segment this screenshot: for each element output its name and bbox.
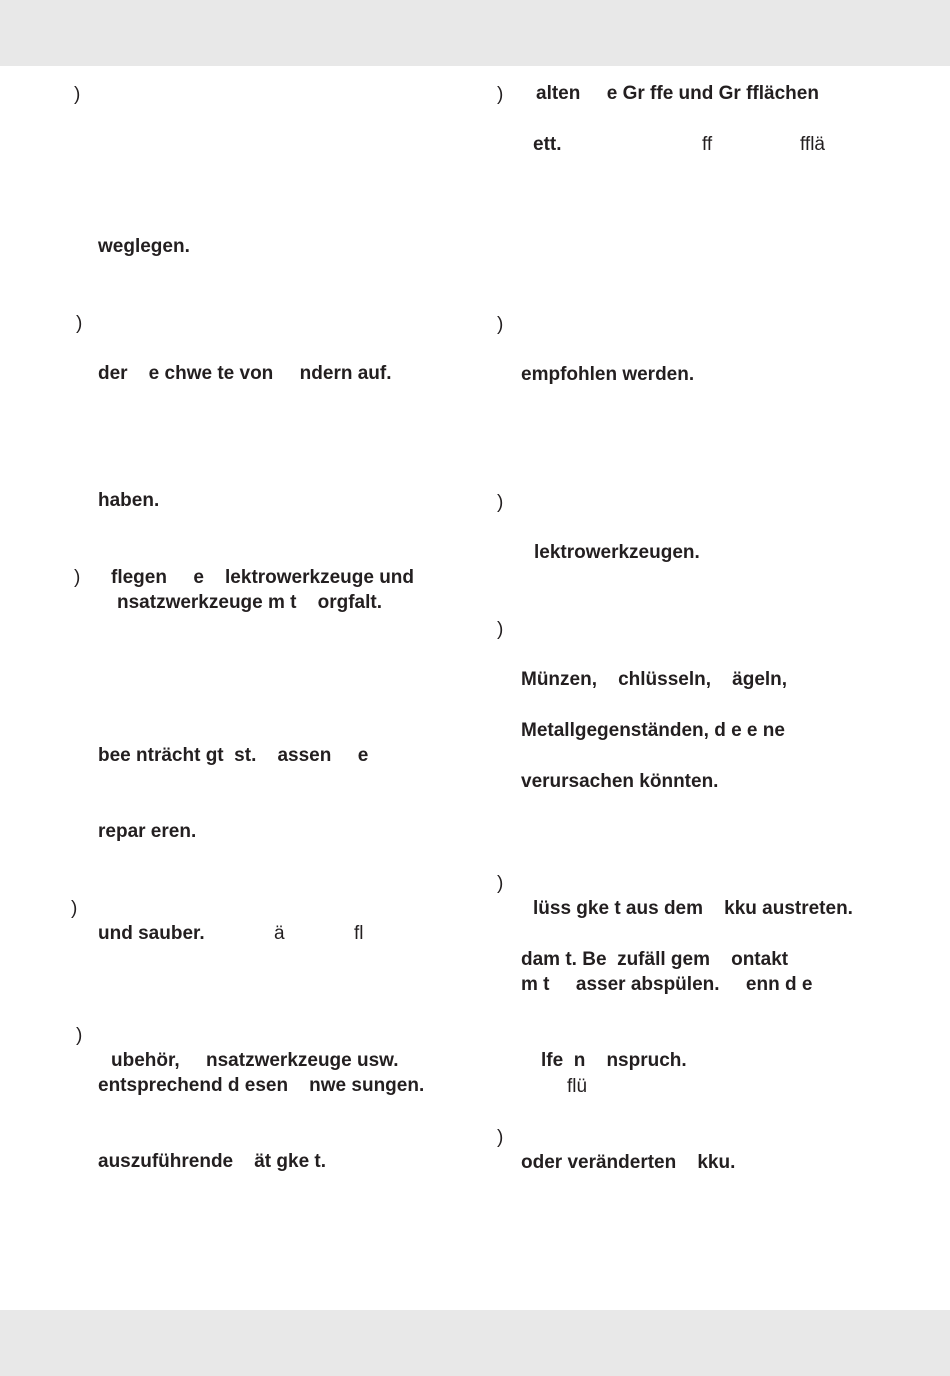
text-line: alten e Gr ffe und Gr fflächen (536, 83, 819, 104)
list-marker: ) (497, 873, 504, 894)
text-line: oder veränderten kku. (521, 1152, 736, 1173)
list-marker: ) (497, 492, 504, 513)
list-marker: ) (71, 898, 78, 919)
text-line: lektrowerkzeugen. (534, 542, 700, 563)
footer-band (0, 1310, 950, 1376)
text-line: verursachen könnten. (521, 771, 719, 792)
text-fragment: fl (354, 923, 364, 944)
list-marker: ) (74, 567, 81, 588)
list-marker: ) (497, 314, 504, 335)
header-band (0, 0, 950, 66)
text-line: und sauber. (98, 923, 205, 944)
text-line: Münzen, chlüsseln, ägeln, (521, 669, 788, 690)
text-line: lfe n nspruch. (541, 1050, 687, 1071)
list-marker: ) (497, 84, 504, 105)
text-line: empfohlen werden. (521, 364, 695, 385)
text-line: flegen e lektrowerkzeuge und (111, 567, 415, 588)
text-fragment: ä (274, 923, 285, 944)
text-line: dam t. Be zufäll gem ontakt (521, 949, 789, 970)
text-line: m t asser abspülen. enn d e (521, 974, 813, 995)
text-line: nsatzwerkzeuge m t orgfalt. (117, 592, 382, 613)
text-fragment: flü (567, 1076, 588, 1097)
list-marker: ) (76, 1025, 83, 1046)
list-marker: ) (74, 84, 81, 105)
list-marker: ) (497, 1127, 504, 1148)
text-line: ett. (533, 134, 562, 155)
text-line: bee nträcht gt st. assen e (98, 745, 369, 766)
text-line: haben. (98, 490, 160, 511)
text-line: der e chwe te von ndern auf. (98, 363, 392, 384)
list-marker: ) (497, 619, 504, 640)
text-line: repar eren. (98, 821, 197, 842)
list-marker: ) (76, 313, 83, 334)
text-line: auszuführende ät gke t. (98, 1151, 327, 1172)
text-line: Metallgegenständen, d e e ne (521, 720, 785, 741)
text-line: entsprechend d esen nwe sungen. (98, 1075, 425, 1096)
text-fragment: fflä (800, 134, 826, 155)
text-line: lüss gke t aus dem kku austreten. (533, 898, 853, 919)
text-line: ubehör, nsatzwerkzeuge usw. (111, 1050, 399, 1071)
text-line: weglegen. (98, 236, 190, 257)
text-fragment: ff (702, 134, 713, 155)
